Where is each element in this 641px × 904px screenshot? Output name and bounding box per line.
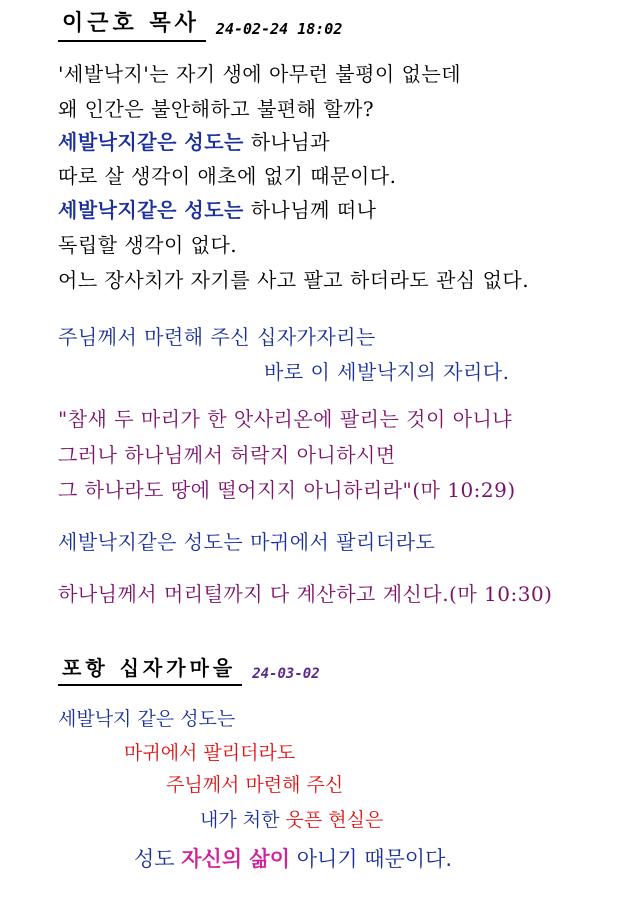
scripture-quote-line: 그 하나라도 땅에 떨어지지 아니하리라"(마 10:29) xyxy=(58,478,516,502)
poem-text: 내가 처한 xyxy=(200,809,280,831)
poem-text: 성도 xyxy=(134,847,175,871)
body-line: 따로 살 생각이 애초에 없기 때문이다. xyxy=(58,164,397,188)
body-line: 독립할 생각이 없다. xyxy=(58,233,238,257)
post-header-1 xyxy=(58,6,342,42)
poem-line xyxy=(200,805,383,832)
scripture-reference-line: 하나님께서 머리털까지 다 계산하고 계신다.(마 10:30) xyxy=(58,582,553,606)
body-line: '세발낙지'는 자기 생에 아무런 불평이 없는데 xyxy=(58,62,462,86)
body-line xyxy=(58,194,376,223)
highlight-phrase: 세발낙지같은 성도는 xyxy=(58,130,244,154)
post-date: 24-02-24 18:02 xyxy=(215,20,343,38)
cross-place-line: 주님께서 마련해 주신 십자가자리는 xyxy=(58,325,376,349)
body-text: 하나님과 xyxy=(243,130,330,154)
body-text: 하나님께 떠나 xyxy=(243,198,377,222)
author-name: 포항 십자가마을 xyxy=(58,652,242,686)
highlight-phrase: 세발낙지같은 성도는 xyxy=(58,198,244,222)
saint-line: 세발낙지같은 성도는 마귀에서 팔리더라도 xyxy=(58,530,436,554)
body-line: 왜 인간은 불안해하고 불편해 할까? xyxy=(58,97,375,121)
poem-text: 웃픈 현실은 xyxy=(285,809,384,831)
poem-line: 세발낙지 같은 성도는 xyxy=(58,708,236,730)
poem-text: 자신의 삶이 xyxy=(181,847,291,871)
post-header-2 xyxy=(58,652,320,686)
author-name: 이근호 목사 xyxy=(58,6,206,42)
scripture-quote-line: 그러나 하나님께서 허락지 아니하시면 xyxy=(58,443,396,467)
poem-text: 아니기 때문이다. xyxy=(296,847,453,871)
scripture-quote-line: "참새 두 마리가 한 앗사리온에 팔리는 것이 아니냐 xyxy=(58,407,513,431)
poem-line xyxy=(134,843,452,873)
body-line xyxy=(58,126,330,155)
body-line: 어느 장사치가 자기를 사고 팔고 하더라도 관심 없다. xyxy=(58,268,530,292)
poem-line: 마귀에서 팔리더라도 xyxy=(124,742,296,764)
poem-line: 주님께서 마련해 주신 xyxy=(166,774,344,796)
cross-place-line: 바로 이 세발낙지의 자리다. xyxy=(264,360,510,384)
post-date: 24-03-02 xyxy=(252,666,320,682)
